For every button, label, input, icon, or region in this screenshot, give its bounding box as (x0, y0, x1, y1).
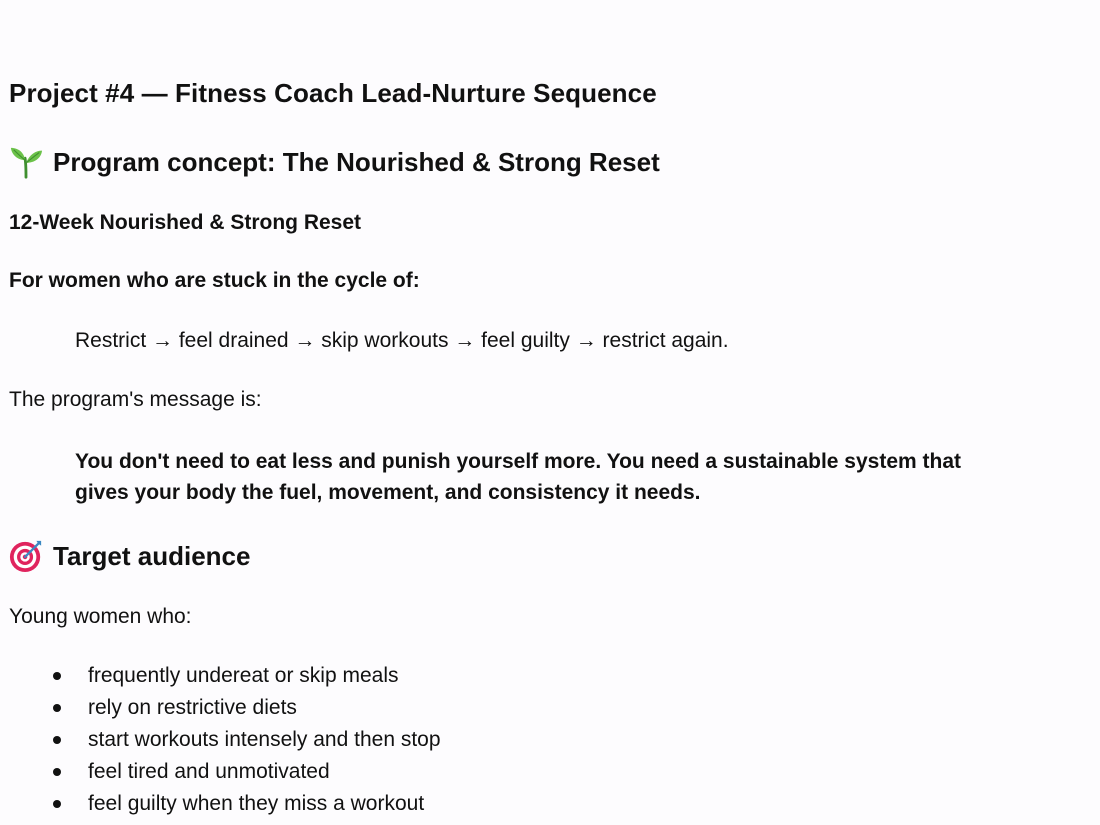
section-heading-audience-text: Target audience (53, 540, 251, 571)
list-item (0, 756, 441, 788)
section-heading-program (9, 145, 660, 179)
bullet-dot-icon (53, 768, 61, 776)
list-item (0, 692, 441, 724)
message-label: The program's message is: (9, 388, 262, 411)
program-lead: For women who are stuck in the cycle of: (9, 269, 420, 292)
section-heading-audience (9, 539, 250, 573)
list-item (0, 788, 441, 820)
list-item-text: start workouts intensely and then stop (88, 728, 441, 751)
list-item-text: frequently undereat or skip meals (88, 664, 399, 687)
list-item-text: rely on restrictive diets (88, 696, 297, 719)
document-title: Project #4 — Fitness Coach Lead-Nurture Sequence (9, 78, 657, 108)
target-icon (9, 539, 43, 573)
seedling-icon (9, 145, 43, 179)
bullet-dot-icon (53, 736, 61, 744)
list-item (0, 660, 441, 692)
bullet-dot-icon (53, 672, 61, 680)
audience-intro: Young women who: (9, 605, 192, 628)
bullet-dot-icon (53, 800, 61, 808)
audience-bullet-list (0, 660, 441, 820)
list-item (0, 724, 441, 756)
section-heading-program-text: Program concept: The Nourished & Strong Reset (53, 146, 660, 177)
program-subtitle: 12-Week Nourished & Strong Reset (9, 211, 362, 234)
list-item-text: feel tired and unmotivated (88, 760, 330, 783)
bullet-dot-icon (53, 704, 61, 712)
list-item-text: feel guilty when they miss a workout (88, 792, 425, 815)
message-quote: You don't need to eat less and punish yourself more. You need a sustainable system that gives your body the fuel, movement, and consistency it needs. (75, 450, 962, 504)
cycle-description: Restrict → feel drained → skip workouts → feel guilty → restrict again. (75, 329, 729, 352)
